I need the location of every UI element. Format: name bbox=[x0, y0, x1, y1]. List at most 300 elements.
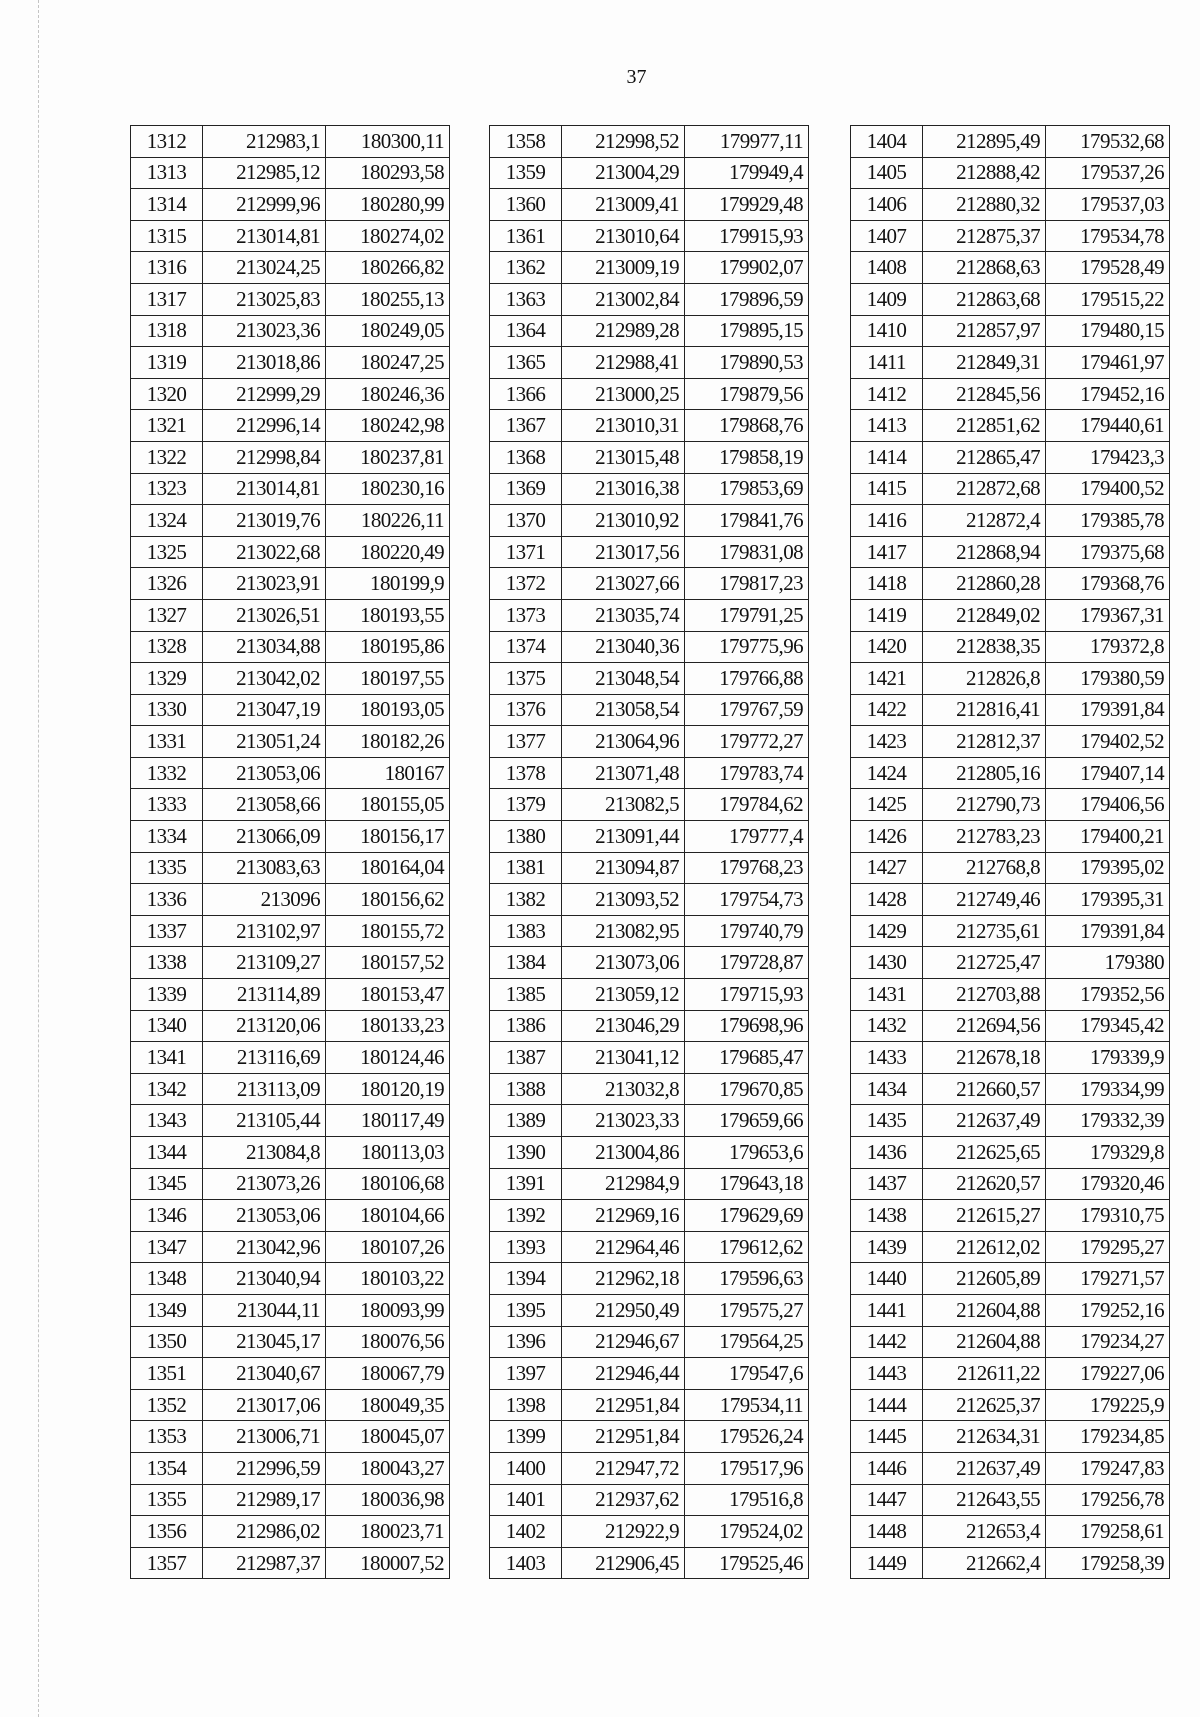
y-coordinate-cell: 180007,52 bbox=[326, 1547, 450, 1579]
x-coordinate-cell: 213026,51 bbox=[203, 599, 326, 631]
point-number-cell: 1385 bbox=[490, 979, 562, 1011]
table-row bbox=[131, 126, 450, 158]
table-row bbox=[851, 1358, 1170, 1390]
table-row bbox=[131, 726, 450, 758]
x-coordinate-cell: 213035,74 bbox=[562, 599, 685, 631]
y-coordinate-cell: 179402,52 bbox=[1046, 726, 1170, 758]
x-coordinate-cell: 213023,33 bbox=[562, 1105, 685, 1137]
table-row bbox=[851, 789, 1170, 821]
point-number-cell: 1359 bbox=[490, 157, 562, 189]
table-row bbox=[851, 663, 1170, 695]
y-coordinate-cell: 180293,58 bbox=[326, 157, 450, 189]
y-coordinate-cell: 179817,23 bbox=[685, 568, 809, 600]
x-coordinate-cell: 213091,44 bbox=[562, 821, 685, 853]
x-coordinate-cell: 212946,44 bbox=[562, 1358, 685, 1390]
point-number-cell: 1377 bbox=[490, 726, 562, 758]
point-number-cell: 1382 bbox=[490, 884, 562, 916]
x-coordinate-cell: 212735,61 bbox=[923, 915, 1046, 947]
point-number-cell: 1448 bbox=[851, 1516, 923, 1548]
x-coordinate-cell: 212999,96 bbox=[203, 189, 326, 221]
point-number-cell: 1331 bbox=[131, 726, 203, 758]
y-coordinate-cell: 180226,11 bbox=[326, 505, 450, 537]
table-row bbox=[490, 473, 809, 505]
x-coordinate-cell: 212637,49 bbox=[923, 1452, 1046, 1484]
y-coordinate-cell: 179767,59 bbox=[685, 694, 809, 726]
x-coordinate-cell: 213042,96 bbox=[203, 1231, 326, 1263]
x-coordinate-cell: 213053,06 bbox=[203, 757, 326, 789]
y-coordinate-cell: 180049,35 bbox=[326, 1389, 450, 1421]
x-coordinate-cell: 213041,12 bbox=[562, 1042, 685, 1074]
point-number-cell: 1346 bbox=[131, 1200, 203, 1232]
point-number-cell: 1388 bbox=[490, 1073, 562, 1105]
y-coordinate-cell: 179517,96 bbox=[685, 1452, 809, 1484]
x-coordinate-cell: 213094,87 bbox=[562, 852, 685, 884]
table-row bbox=[490, 1231, 809, 1263]
point-number-cell: 1426 bbox=[851, 821, 923, 853]
table-row bbox=[851, 283, 1170, 315]
y-coordinate-cell: 179391,84 bbox=[1046, 915, 1170, 947]
table-row bbox=[490, 1042, 809, 1074]
point-number-cell: 1333 bbox=[131, 789, 203, 821]
y-coordinate-cell: 179295,27 bbox=[1046, 1231, 1170, 1263]
point-number-cell: 1384 bbox=[490, 947, 562, 979]
x-coordinate-cell: 213066,09 bbox=[203, 821, 326, 853]
table-row bbox=[490, 505, 809, 537]
y-coordinate-cell: 179380,59 bbox=[1046, 663, 1170, 695]
point-number-cell: 1422 bbox=[851, 694, 923, 726]
point-number-cell: 1443 bbox=[851, 1358, 923, 1390]
point-number-cell: 1351 bbox=[131, 1358, 203, 1390]
x-coordinate-cell: 212989,28 bbox=[562, 315, 685, 347]
table-row bbox=[131, 1200, 450, 1232]
table-row bbox=[131, 1358, 450, 1390]
point-number-cell: 1419 bbox=[851, 599, 923, 631]
point-number-cell: 1335 bbox=[131, 852, 203, 884]
table-row bbox=[131, 473, 450, 505]
table-row bbox=[131, 979, 450, 1011]
y-coordinate-cell: 180164,04 bbox=[326, 852, 450, 884]
y-coordinate-cell: 179452,16 bbox=[1046, 378, 1170, 410]
point-number-cell: 1360 bbox=[490, 189, 562, 221]
table-row bbox=[490, 1547, 809, 1579]
x-coordinate-cell: 213004,29 bbox=[562, 157, 685, 189]
table-row bbox=[490, 1294, 809, 1326]
table-row bbox=[851, 757, 1170, 789]
y-coordinate-cell: 179256,78 bbox=[1046, 1484, 1170, 1516]
point-number-cell: 1343 bbox=[131, 1105, 203, 1137]
table-row bbox=[851, 947, 1170, 979]
x-coordinate-cell: 212612,02 bbox=[923, 1231, 1046, 1263]
x-coordinate-cell: 213120,06 bbox=[203, 1010, 326, 1042]
table-row bbox=[131, 1137, 450, 1169]
y-coordinate-cell: 179754,73 bbox=[685, 884, 809, 916]
point-number-cell: 1347 bbox=[131, 1231, 203, 1263]
x-coordinate-cell: 212725,47 bbox=[923, 947, 1046, 979]
table-row bbox=[851, 505, 1170, 537]
y-coordinate-cell: 179525,46 bbox=[685, 1547, 809, 1579]
x-coordinate-cell: 213113,09 bbox=[203, 1073, 326, 1105]
x-coordinate-cell: 213032,8 bbox=[562, 1073, 685, 1105]
x-coordinate-cell: 213042,02 bbox=[203, 663, 326, 695]
table-row bbox=[131, 1421, 450, 1453]
x-coordinate-cell: 213058,66 bbox=[203, 789, 326, 821]
x-coordinate-cell: 212950,49 bbox=[562, 1294, 685, 1326]
point-number-cell: 1355 bbox=[131, 1484, 203, 1516]
point-number-cell: 1415 bbox=[851, 473, 923, 505]
point-number-cell: 1332 bbox=[131, 757, 203, 789]
table-row bbox=[490, 915, 809, 947]
x-coordinate-cell: 212872,4 bbox=[923, 505, 1046, 537]
point-number-cell: 1442 bbox=[851, 1326, 923, 1358]
table-row bbox=[851, 568, 1170, 600]
point-number-cell: 1429 bbox=[851, 915, 923, 947]
table-row bbox=[490, 252, 809, 284]
y-coordinate-cell: 179423,3 bbox=[1046, 441, 1170, 473]
y-coordinate-cell: 179791,25 bbox=[685, 599, 809, 631]
x-coordinate-cell: 212643,55 bbox=[923, 1484, 1046, 1516]
table-row bbox=[131, 347, 450, 379]
point-number-cell: 1440 bbox=[851, 1263, 923, 1295]
point-number-cell: 1387 bbox=[490, 1042, 562, 1074]
table-row bbox=[131, 1389, 450, 1421]
y-coordinate-cell: 180220,49 bbox=[326, 536, 450, 568]
y-coordinate-cell: 180104,66 bbox=[326, 1200, 450, 1232]
table-row bbox=[131, 1263, 450, 1295]
y-coordinate-cell: 179698,96 bbox=[685, 1010, 809, 1042]
table-row bbox=[131, 505, 450, 537]
point-number-cell: 1374 bbox=[490, 631, 562, 663]
point-number-cell: 1341 bbox=[131, 1042, 203, 1074]
x-coordinate-cell: 212888,42 bbox=[923, 157, 1046, 189]
x-coordinate-cell: 213040,36 bbox=[562, 631, 685, 663]
point-number-cell: 1427 bbox=[851, 852, 923, 884]
y-coordinate-cell: 180274,02 bbox=[326, 220, 450, 252]
table-row bbox=[490, 1389, 809, 1421]
y-coordinate-cell: 179977,11 bbox=[685, 126, 809, 158]
table-row bbox=[851, 1042, 1170, 1074]
point-number-cell: 1390 bbox=[490, 1137, 562, 1169]
table-row bbox=[490, 821, 809, 853]
x-coordinate-cell: 212951,84 bbox=[562, 1389, 685, 1421]
point-number-cell: 1372 bbox=[490, 568, 562, 600]
table-row bbox=[131, 1547, 450, 1579]
y-coordinate-cell: 179949,4 bbox=[685, 157, 809, 189]
table-row bbox=[131, 1010, 450, 1042]
point-number-cell: 1397 bbox=[490, 1358, 562, 1390]
point-number-cell: 1383 bbox=[490, 915, 562, 947]
x-coordinate-cell: 213010,64 bbox=[562, 220, 685, 252]
y-coordinate-cell: 179395,31 bbox=[1046, 884, 1170, 916]
y-coordinate-cell: 179526,24 bbox=[685, 1421, 809, 1453]
point-number-cell: 1342 bbox=[131, 1073, 203, 1105]
point-number-cell: 1433 bbox=[851, 1042, 923, 1074]
y-coordinate-cell: 179772,27 bbox=[685, 726, 809, 758]
point-number-cell: 1348 bbox=[131, 1263, 203, 1295]
x-coordinate-cell: 212946,67 bbox=[562, 1326, 685, 1358]
x-coordinate-cell: 212998,84 bbox=[203, 441, 326, 473]
table-row bbox=[131, 1105, 450, 1137]
y-coordinate-cell: 179612,62 bbox=[685, 1231, 809, 1263]
point-number-cell: 1445 bbox=[851, 1421, 923, 1453]
table-row bbox=[490, 852, 809, 884]
x-coordinate-cell: 213014,81 bbox=[203, 473, 326, 505]
x-coordinate-cell: 213015,48 bbox=[562, 441, 685, 473]
y-coordinate-cell: 179406,56 bbox=[1046, 789, 1170, 821]
y-coordinate-cell: 179461,97 bbox=[1046, 347, 1170, 379]
point-number-cell: 1399 bbox=[490, 1421, 562, 1453]
x-coordinate-cell: 213009,41 bbox=[562, 189, 685, 221]
x-coordinate-cell: 212637,49 bbox=[923, 1105, 1046, 1137]
point-number-cell: 1327 bbox=[131, 599, 203, 631]
table-row bbox=[851, 1168, 1170, 1200]
x-coordinate-cell: 213093,52 bbox=[562, 884, 685, 916]
table-row bbox=[851, 441, 1170, 473]
x-coordinate-cell: 213058,54 bbox=[562, 694, 685, 726]
table-row bbox=[131, 1073, 450, 1105]
y-coordinate-cell: 180167 bbox=[326, 757, 450, 789]
point-number-cell: 1392 bbox=[490, 1200, 562, 1232]
x-coordinate-cell: 213048,54 bbox=[562, 663, 685, 695]
table-row bbox=[490, 726, 809, 758]
x-coordinate-cell: 212749,46 bbox=[923, 884, 1046, 916]
point-number-cell: 1356 bbox=[131, 1516, 203, 1548]
x-coordinate-cell: 213082,5 bbox=[562, 789, 685, 821]
x-coordinate-cell: 212989,17 bbox=[203, 1484, 326, 1516]
x-coordinate-cell: 213023,36 bbox=[203, 315, 326, 347]
y-coordinate-cell: 179225,9 bbox=[1046, 1389, 1170, 1421]
point-number-cell: 1395 bbox=[490, 1294, 562, 1326]
point-number-cell: 1325 bbox=[131, 536, 203, 568]
y-coordinate-cell: 179407,14 bbox=[1046, 757, 1170, 789]
y-coordinate-cell: 179345,42 bbox=[1046, 1010, 1170, 1042]
y-coordinate-cell: 180280,99 bbox=[326, 189, 450, 221]
y-coordinate-cell: 180230,16 bbox=[326, 473, 450, 505]
table-row bbox=[131, 283, 450, 315]
x-coordinate-cell: 212826,8 bbox=[923, 663, 1046, 695]
table-row bbox=[851, 1294, 1170, 1326]
point-number-cell: 1418 bbox=[851, 568, 923, 600]
point-number-cell: 1316 bbox=[131, 252, 203, 284]
point-number-cell: 1352 bbox=[131, 1389, 203, 1421]
table-row bbox=[851, 1231, 1170, 1263]
point-number-cell: 1338 bbox=[131, 947, 203, 979]
x-coordinate-cell: 212922,9 bbox=[562, 1516, 685, 1548]
table-row bbox=[851, 315, 1170, 347]
y-coordinate-cell: 179575,27 bbox=[685, 1294, 809, 1326]
y-coordinate-cell: 179895,15 bbox=[685, 315, 809, 347]
point-number-cell: 1438 bbox=[851, 1200, 923, 1232]
table-row bbox=[851, 1547, 1170, 1579]
point-number-cell: 1371 bbox=[490, 536, 562, 568]
x-coordinate-cell: 212986,02 bbox=[203, 1516, 326, 1548]
table-row bbox=[131, 1042, 450, 1074]
x-coordinate-cell: 213014,81 bbox=[203, 220, 326, 252]
y-coordinate-cell: 179740,79 bbox=[685, 915, 809, 947]
y-coordinate-cell: 180197,55 bbox=[326, 663, 450, 695]
y-coordinate-cell: 179320,46 bbox=[1046, 1168, 1170, 1200]
point-number-cell: 1366 bbox=[490, 378, 562, 410]
table-row bbox=[490, 315, 809, 347]
table-row bbox=[131, 1231, 450, 1263]
y-coordinate-cell: 179831,08 bbox=[685, 536, 809, 568]
y-coordinate-cell: 180117,49 bbox=[326, 1105, 450, 1137]
point-number-cell: 1423 bbox=[851, 726, 923, 758]
table-row bbox=[131, 378, 450, 410]
x-coordinate-cell: 212805,16 bbox=[923, 757, 1046, 789]
x-coordinate-cell: 212625,65 bbox=[923, 1137, 1046, 1169]
x-coordinate-cell: 212962,18 bbox=[562, 1263, 685, 1295]
x-coordinate-cell: 213082,95 bbox=[562, 915, 685, 947]
y-coordinate-cell: 179775,96 bbox=[685, 631, 809, 663]
x-coordinate-cell: 213010,31 bbox=[562, 410, 685, 442]
y-coordinate-cell: 180103,22 bbox=[326, 1263, 450, 1295]
point-number-cell: 1435 bbox=[851, 1105, 923, 1137]
y-coordinate-cell: 180237,81 bbox=[326, 441, 450, 473]
y-coordinate-cell: 179902,07 bbox=[685, 252, 809, 284]
table-row bbox=[131, 1452, 450, 1484]
x-coordinate-cell: 212984,9 bbox=[562, 1168, 685, 1200]
x-coordinate-cell: 212611,22 bbox=[923, 1358, 1046, 1390]
point-number-cell: 1340 bbox=[131, 1010, 203, 1042]
table-row bbox=[851, 1073, 1170, 1105]
table-row bbox=[490, 1263, 809, 1295]
y-coordinate-cell: 179352,56 bbox=[1046, 979, 1170, 1011]
point-number-cell: 1449 bbox=[851, 1547, 923, 1579]
y-coordinate-cell: 179564,25 bbox=[685, 1326, 809, 1358]
point-number-cell: 1319 bbox=[131, 347, 203, 379]
table-row bbox=[490, 441, 809, 473]
y-coordinate-cell: 179310,75 bbox=[1046, 1200, 1170, 1232]
y-coordinate-cell: 179890,53 bbox=[685, 347, 809, 379]
table-row bbox=[851, 1200, 1170, 1232]
table-row bbox=[490, 126, 809, 158]
x-coordinate-cell: 213109,27 bbox=[203, 947, 326, 979]
y-coordinate-cell: 179528,49 bbox=[1046, 252, 1170, 284]
point-number-cell: 1321 bbox=[131, 410, 203, 442]
x-coordinate-cell: 212996,59 bbox=[203, 1452, 326, 1484]
point-number-cell: 1401 bbox=[490, 1484, 562, 1516]
point-number-cell: 1312 bbox=[131, 126, 203, 158]
coordinates-table-1 bbox=[130, 125, 450, 1579]
point-number-cell: 1354 bbox=[131, 1452, 203, 1484]
x-coordinate-cell: 213034,88 bbox=[203, 631, 326, 663]
x-coordinate-cell: 212985,12 bbox=[203, 157, 326, 189]
x-coordinate-cell: 212937,62 bbox=[562, 1484, 685, 1516]
y-coordinate-cell: 180156,62 bbox=[326, 884, 450, 916]
point-number-cell: 1339 bbox=[131, 979, 203, 1011]
x-coordinate-cell: 212660,57 bbox=[923, 1073, 1046, 1105]
x-coordinate-cell: 213019,76 bbox=[203, 505, 326, 537]
point-number-cell: 1324 bbox=[131, 505, 203, 537]
table-row bbox=[131, 1326, 450, 1358]
point-number-cell: 1317 bbox=[131, 283, 203, 315]
point-number-cell: 1403 bbox=[490, 1547, 562, 1579]
table-row bbox=[131, 252, 450, 284]
table-row bbox=[131, 410, 450, 442]
table-row bbox=[851, 821, 1170, 853]
y-coordinate-cell: 180045,07 bbox=[326, 1421, 450, 1453]
point-number-cell: 1318 bbox=[131, 315, 203, 347]
table-row bbox=[490, 378, 809, 410]
y-coordinate-cell: 180266,82 bbox=[326, 252, 450, 284]
table-row bbox=[851, 473, 1170, 505]
x-coordinate-cell: 212662,4 bbox=[923, 1547, 1046, 1579]
y-coordinate-cell: 179537,03 bbox=[1046, 189, 1170, 221]
y-coordinate-cell: 179532,68 bbox=[1046, 126, 1170, 158]
page-number: 37 bbox=[626, 66, 647, 88]
y-coordinate-cell: 179375,68 bbox=[1046, 536, 1170, 568]
table-row bbox=[131, 189, 450, 221]
table-row bbox=[851, 599, 1170, 631]
table-row bbox=[490, 1484, 809, 1516]
y-coordinate-cell: 180133,23 bbox=[326, 1010, 450, 1042]
x-coordinate-cell: 213047,19 bbox=[203, 694, 326, 726]
y-coordinate-cell: 180156,17 bbox=[326, 821, 450, 853]
y-coordinate-cell: 179783,74 bbox=[685, 757, 809, 789]
table-row bbox=[490, 347, 809, 379]
y-coordinate-cell: 180036,98 bbox=[326, 1484, 450, 1516]
x-coordinate-cell: 213004,86 bbox=[562, 1137, 685, 1169]
table-row bbox=[490, 1358, 809, 1390]
y-coordinate-cell: 179480,15 bbox=[1046, 315, 1170, 347]
table-row bbox=[851, 410, 1170, 442]
table-row bbox=[851, 378, 1170, 410]
y-coordinate-cell: 179258,39 bbox=[1046, 1547, 1170, 1579]
x-coordinate-cell: 212998,52 bbox=[562, 126, 685, 158]
x-coordinate-cell: 212868,63 bbox=[923, 252, 1046, 284]
point-number-cell: 1381 bbox=[490, 852, 562, 884]
point-number-cell: 1439 bbox=[851, 1231, 923, 1263]
point-number-cell: 1353 bbox=[131, 1421, 203, 1453]
point-number-cell: 1358 bbox=[490, 126, 562, 158]
y-coordinate-cell: 179329,8 bbox=[1046, 1137, 1170, 1169]
y-coordinate-cell: 180246,36 bbox=[326, 378, 450, 410]
table-row bbox=[131, 568, 450, 600]
table-row bbox=[131, 852, 450, 884]
x-coordinate-cell: 213105,44 bbox=[203, 1105, 326, 1137]
x-coordinate-cell: 213051,24 bbox=[203, 726, 326, 758]
x-coordinate-cell: 213073,26 bbox=[203, 1168, 326, 1200]
point-number-cell: 1398 bbox=[490, 1389, 562, 1421]
x-coordinate-cell: 213022,68 bbox=[203, 536, 326, 568]
point-number-cell: 1425 bbox=[851, 789, 923, 821]
y-coordinate-cell: 179380 bbox=[1046, 947, 1170, 979]
x-coordinate-cell: 213045,17 bbox=[203, 1326, 326, 1358]
point-number-cell: 1345 bbox=[131, 1168, 203, 1200]
point-number-cell: 1314 bbox=[131, 189, 203, 221]
y-coordinate-cell: 180093,99 bbox=[326, 1294, 450, 1326]
table-row bbox=[851, 1452, 1170, 1484]
table-row bbox=[851, 631, 1170, 663]
point-number-cell: 1375 bbox=[490, 663, 562, 695]
y-coordinate-cell: 179777,4 bbox=[685, 821, 809, 853]
x-coordinate-cell: 213016,38 bbox=[562, 473, 685, 505]
x-coordinate-cell: 213017,56 bbox=[562, 536, 685, 568]
y-coordinate-cell: 179367,31 bbox=[1046, 599, 1170, 631]
point-number-cell: 1441 bbox=[851, 1294, 923, 1326]
y-coordinate-cell: 179534,11 bbox=[685, 1389, 809, 1421]
y-coordinate-cell: 179853,69 bbox=[685, 473, 809, 505]
y-coordinate-cell: 179534,78 bbox=[1046, 220, 1170, 252]
point-number-cell: 1315 bbox=[131, 220, 203, 252]
table-row bbox=[490, 1516, 809, 1548]
x-coordinate-cell: 212605,89 bbox=[923, 1263, 1046, 1295]
table-row bbox=[851, 1389, 1170, 1421]
point-number-cell: 1402 bbox=[490, 1516, 562, 1548]
table-row bbox=[851, 126, 1170, 158]
x-coordinate-cell: 212951,84 bbox=[562, 1421, 685, 1453]
x-coordinate-cell: 213053,06 bbox=[203, 1200, 326, 1232]
